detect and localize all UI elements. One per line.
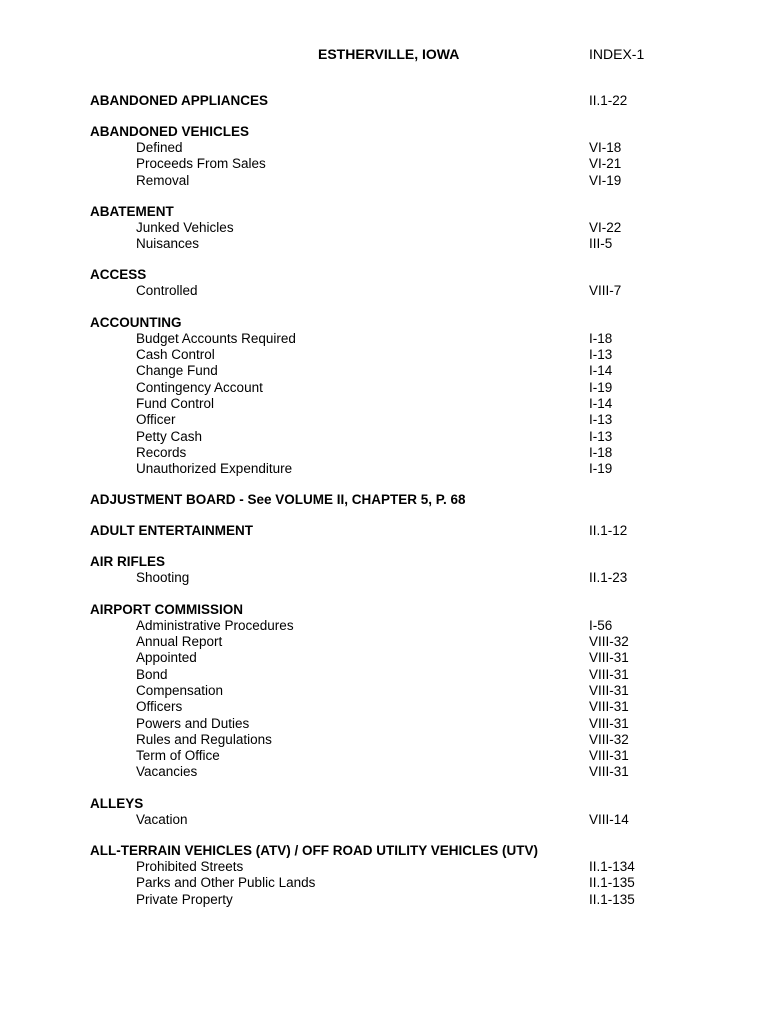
sub-entry-label: Shooting xyxy=(136,570,190,586)
sub-entry-label: Rules and Regulations xyxy=(136,731,272,747)
sub-entry-row xyxy=(90,283,650,299)
sub-entry-row xyxy=(90,892,650,908)
sub-entry-label: Administrative Procedures xyxy=(136,617,294,633)
sub-entry-page-ref: VIII-31 xyxy=(589,682,629,698)
sub-entry-row xyxy=(90,732,650,748)
sub-entry-page-ref: I-18 xyxy=(589,444,613,460)
entry-heading-row xyxy=(90,266,650,283)
sub-entry-label: Private Property xyxy=(136,891,233,907)
index-entry xyxy=(90,491,650,508)
sub-entry-row xyxy=(90,764,650,780)
sub-entry-label: Parks and Other Public Lands xyxy=(136,875,316,891)
sub-entry-label: Prohibited Streets xyxy=(136,859,244,875)
sub-entry-page-ref: VI-18 xyxy=(589,140,622,155)
index-list xyxy=(90,92,650,922)
sub-entry-label: Annual Report xyxy=(136,634,223,650)
entry-heading-row xyxy=(90,123,650,140)
sub-entry-row xyxy=(90,396,650,412)
sub-entry-page-ref: VIII-14 xyxy=(589,811,629,827)
sub-entry-page-ref: VIII-31 xyxy=(589,699,629,715)
sub-entry-label: Unauthorized Expenditure xyxy=(136,461,293,477)
sub-entry-row xyxy=(90,699,650,715)
sub-entry-page-ref: II.1-134 xyxy=(589,859,635,875)
sub-entry-label: Officer xyxy=(136,412,176,428)
sub-entry-row xyxy=(90,429,650,445)
sub-entry-label: Budget Accounts Required xyxy=(136,330,296,346)
sub-entry-label: Defined xyxy=(136,140,183,155)
index-entry xyxy=(90,203,650,253)
entry-heading-row xyxy=(90,314,650,331)
sub-entry-label: Change Fund xyxy=(136,363,218,379)
page-number: INDEX-1 xyxy=(589,46,645,62)
sub-entry-page-ref: VIII-32 xyxy=(589,731,629,747)
sub-entry-row xyxy=(90,236,650,252)
sub-entry-row xyxy=(90,650,650,666)
sub-entry-row xyxy=(90,859,650,875)
sub-entry-row xyxy=(90,445,650,461)
sub-entry-row xyxy=(90,634,650,650)
index-entry xyxy=(90,123,650,189)
sub-entry-label: Proceeds From Sales xyxy=(136,156,266,172)
sub-entry-row xyxy=(90,618,650,634)
sub-entry-label: Compensation xyxy=(136,682,224,698)
sub-entry-page-ref: VIII-32 xyxy=(589,634,629,650)
sub-entry-row xyxy=(90,220,650,236)
sub-entry-page-ref: VI-19 xyxy=(589,172,622,188)
entry-heading-row xyxy=(90,795,650,812)
sub-entry-label: Powers and Duties xyxy=(136,715,250,731)
sub-entry-row xyxy=(90,363,650,379)
sub-entry-label: Petty Cash xyxy=(136,428,203,444)
sub-entry-label: Term of Office xyxy=(136,748,220,764)
sub-entry-row xyxy=(90,140,650,156)
sub-entry-row xyxy=(90,461,650,477)
entry-page-ref: II.1-22 xyxy=(589,93,628,108)
entry-heading-row xyxy=(90,522,650,539)
sub-entry-row xyxy=(90,173,650,189)
sub-entry-page-ref: II.1-135 xyxy=(589,891,635,907)
entry-heading: AIR RIFLES xyxy=(90,554,166,570)
sub-entry-label: Records xyxy=(136,444,187,460)
sub-entry-label: Controlled xyxy=(136,283,198,299)
sub-entry-row xyxy=(90,812,650,828)
sub-entry-page-ref: I-14 xyxy=(589,363,613,379)
page-header xyxy=(0,46,770,64)
sub-entry-label: Appointed xyxy=(136,650,197,666)
sub-entry-page-ref: I-13 xyxy=(589,347,613,363)
sub-entry-page-ref: I-19 xyxy=(589,461,613,477)
sub-entry-label: Junked Vehicles xyxy=(136,219,234,235)
sub-entry-page-ref: III-5 xyxy=(589,236,613,252)
entry-heading: ALL-TERRAIN VEHICLES (ATV) / OFF ROAD UTILITY VEHICLES (UTV) xyxy=(90,843,538,859)
sub-entry-page-ref: VIII-31 xyxy=(589,764,629,780)
entry-heading: ACCOUNTING xyxy=(90,314,182,330)
sub-entry-row xyxy=(90,331,650,347)
sub-entry-page-ref: I-14 xyxy=(589,395,613,411)
entry-heading: ACCESS xyxy=(90,267,147,283)
sub-entry-page-ref: VIII-31 xyxy=(589,748,629,764)
index-entry xyxy=(90,553,650,586)
sub-entry-page-ref: VIII-31 xyxy=(589,650,629,666)
entry-heading: ABATEMENT xyxy=(90,203,174,219)
sub-entry-page-ref: VIII-7 xyxy=(589,283,622,299)
index-entry xyxy=(90,522,650,539)
sub-entry-page-ref: I-18 xyxy=(589,330,613,346)
sub-entry-page-ref: I-19 xyxy=(589,379,613,395)
index-entry xyxy=(90,314,650,478)
entry-heading: ADULT ENTERTAINMENT xyxy=(90,523,253,539)
sub-entry-label: Cash Control xyxy=(136,347,215,363)
entry-heading-row xyxy=(90,203,650,220)
index-entry xyxy=(90,842,650,908)
sub-entry-row xyxy=(90,748,650,764)
sub-entry-page-ref: VI-22 xyxy=(589,219,622,235)
sub-entry-row xyxy=(90,380,650,396)
sub-entry-label: Removal xyxy=(136,172,190,188)
sub-entry-page-ref: I-13 xyxy=(589,412,613,428)
sub-entry-page-ref: II.1-23 xyxy=(589,570,628,586)
entry-heading: ADJUSTMENT BOARD - See VOLUME II, CHAPTER 5, P. 68 xyxy=(90,492,466,508)
sub-entry-row xyxy=(90,347,650,363)
sub-entry-label: Vacancies xyxy=(136,764,198,780)
entry-page-ref: II.1-12 xyxy=(589,523,628,539)
sub-entry-label: Fund Control xyxy=(136,395,215,411)
sub-entry-row xyxy=(90,412,650,428)
sub-entry-page-ref: I-56 xyxy=(589,617,613,633)
entry-heading-row xyxy=(90,92,650,109)
sub-entry-page-ref: VIII-31 xyxy=(589,666,629,682)
index-entry xyxy=(90,795,650,828)
entry-heading-row xyxy=(90,601,650,618)
page-title: ESTHERVILLE, IOWA xyxy=(318,46,460,62)
sub-entry-row xyxy=(90,716,650,732)
entry-heading: AIRPORT COMMISSION xyxy=(90,601,244,617)
sub-entry-row xyxy=(90,667,650,683)
index-entry xyxy=(90,266,650,299)
sub-entry-row xyxy=(90,683,650,699)
sub-entry-label: Contingency Account xyxy=(136,379,263,395)
sub-entry-page-ref: VIII-31 xyxy=(589,715,629,731)
sub-entry-label: Bond xyxy=(136,666,168,682)
entry-heading: ALLEYS xyxy=(90,795,144,811)
index-entry xyxy=(90,601,650,781)
sub-entry-label: Nuisances xyxy=(136,236,200,252)
sub-entry-page-ref: I-13 xyxy=(589,428,613,444)
sub-entry-row xyxy=(90,570,650,586)
entry-heading-row xyxy=(90,553,650,570)
entry-heading-row xyxy=(90,491,650,508)
entry-heading: ABANDONED APPLIANCES xyxy=(90,93,269,108)
sub-entry-row xyxy=(90,156,650,172)
sub-entry-label: Officers xyxy=(136,699,183,715)
entry-heading: ABANDONED VEHICLES xyxy=(90,124,250,139)
entry-heading-row xyxy=(90,842,650,859)
sub-entry-row xyxy=(90,875,650,891)
sub-entry-page-ref: II.1-135 xyxy=(589,875,635,891)
sub-entry-page-ref: VI-21 xyxy=(589,156,622,172)
index-entry xyxy=(90,92,650,109)
sub-entry-label: Vacation xyxy=(136,811,188,827)
